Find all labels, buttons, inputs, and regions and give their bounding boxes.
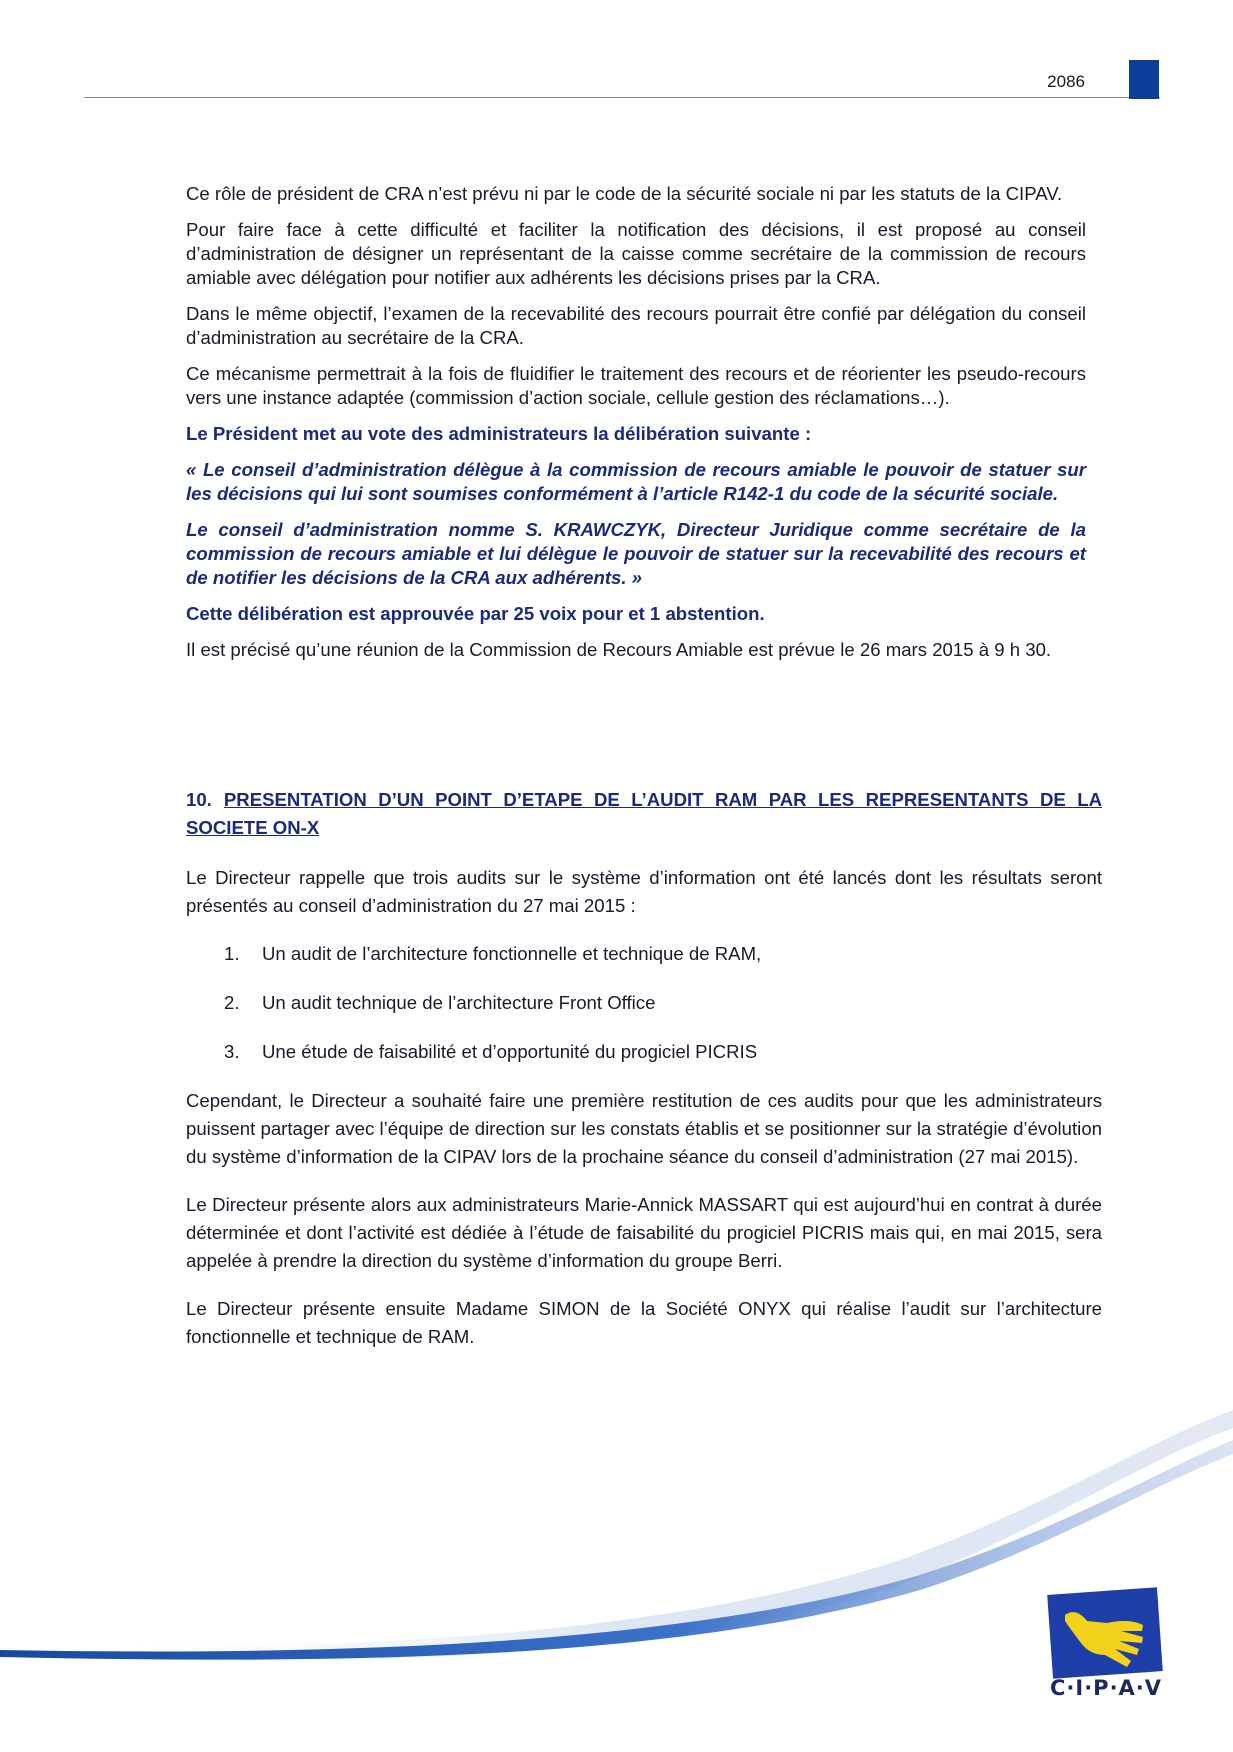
section-intro: Le Directeur rappelle que trois audits sur le système d’information ont été lancés dont les résultats seront présentés au conseil d’administration du 27 mai 2015 : <box>186 867 1102 916</box>
list-item-number: 3. <box>224 1041 240 1062</box>
paragraph-massart: Le Directeur présente alors aux administrateurs Marie-Annick MASSART qui est aujourd’hui en contrat à durée déterminée et dont l’activité est dédiée à l’étude de faisabilité du progiciel PICRIS mais qui, en mai 2015, sera appelée à prendre la direction du système d’information du groupe Berri. <box>186 1194 1102 1271</box>
section-title: PRESENTATION D’UN POINT D’ETAPE DE L’AUDIT RAM PAR LES REPRESENTANTS DE LA SOCIETE ON-X <box>186 789 1102 838</box>
deliberation-text-1: « Le conseil d’administration délègue à la commission de recours amiable le pouvoir de statuer sur les décisions qui lui sont soumises conformément à l’article R142-1 du code de la sécurité sociale. <box>186 459 1086 504</box>
section-number: 10. <box>186 789 212 810</box>
paragraph-cra-role: Ce rôle de président de CRA n’est prévu ni par le code de la sécurité sociale ni par les statuts de la CIPAV. <box>186 183 1063 204</box>
list-item <box>224 989 1102 1017</box>
list-item-number: 2. <box>224 992 240 1013</box>
header-rule <box>84 97 1160 98</box>
paragraph-simon: Le Directeur présente ensuite Madame SIMON de la Société ONYX qui réalise l’audit sur l’architecture fonctionnelle et technique de RAM. <box>186 1298 1102 1347</box>
vote-result: Cette délibération est approuvée par 25 voix pour et 1 abstention. <box>186 603 765 624</box>
paragraph-cependant: Cependant, le Directeur a souhaité faire une première restitution de ces audits pour que les administrateurs puissent partager avec l’équipe de direction sur les constats établis et se positionner sur la stratégie d’évolution du système d’information de la CIPAV lors de la prochaine séance du conseil d’administration (27 mai 2015). <box>186 1090 1102 1167</box>
list-item-text: Un audit technique de l’architecture Front Office <box>262 992 656 1013</box>
list-item <box>224 940 1102 968</box>
section-10 <box>186 786 1102 1371</box>
vote-intro: Le Président met au vote des administrateurs la délibération suivante : <box>186 423 812 444</box>
list-item-text: Un audit de l’architecture fonctionnelle et technique de RAM, <box>262 943 762 964</box>
paragraph-mechanism: Ce mécanisme permettrait à la fois de fluidifier le traitement des recours et de réorienter les pseudo-recours vers une instance adaptée (commission d’action sociale, cellule gestion des réclamations…). <box>186 363 1086 408</box>
paragraph-recevabilite: Dans le même objectif, l’examen de la recevabilité des recours pourrait être confié par délégation du conseil d’administration au secrétaire de la CRA. <box>186 303 1086 348</box>
audit-list <box>186 940 1102 1066</box>
list-item-number: 1. <box>224 943 240 964</box>
logo-wordmark: C·I·P·A·V <box>1050 1676 1163 1700</box>
list-item-text: Une étude de faisabilité et d’opportunité du progiciel PICRIS <box>262 1041 758 1062</box>
section-heading <box>186 786 1102 842</box>
deliberation-text-2: Le conseil d’administration nomme S. KRAWCZYK, Directeur Juridique comme secrétaire de la commission de recours amiable et lui délègue le pouvoir de statuer sur la recevabilité des recours et de notifier les décisions de la CRA aux adhérents. » <box>186 519 1086 588</box>
meeting-note: Il est précisé qu’une réunion de la Commission de Recours Amiable est prévue le 26 mars 2015 à 9 h 30. <box>186 639 1052 660</box>
document-body <box>186 182 1086 674</box>
cipav-logo <box>1047 1585 1167 1725</box>
list-item <box>224 1038 1102 1066</box>
page-number: 2086 <box>1047 72 1085 91</box>
header-accent-block <box>1129 60 1159 99</box>
paragraph-secretary-proposal: Pour faire face à cette difficulté et faciliter la notification des décisions, il est proposé au conseil d’administration de désigner un représentant de la caisse comme secrétaire de la commission de recours amiable avec délégation pour notifier aux adhérents les décisions prises par la CRA. <box>186 219 1086 288</box>
